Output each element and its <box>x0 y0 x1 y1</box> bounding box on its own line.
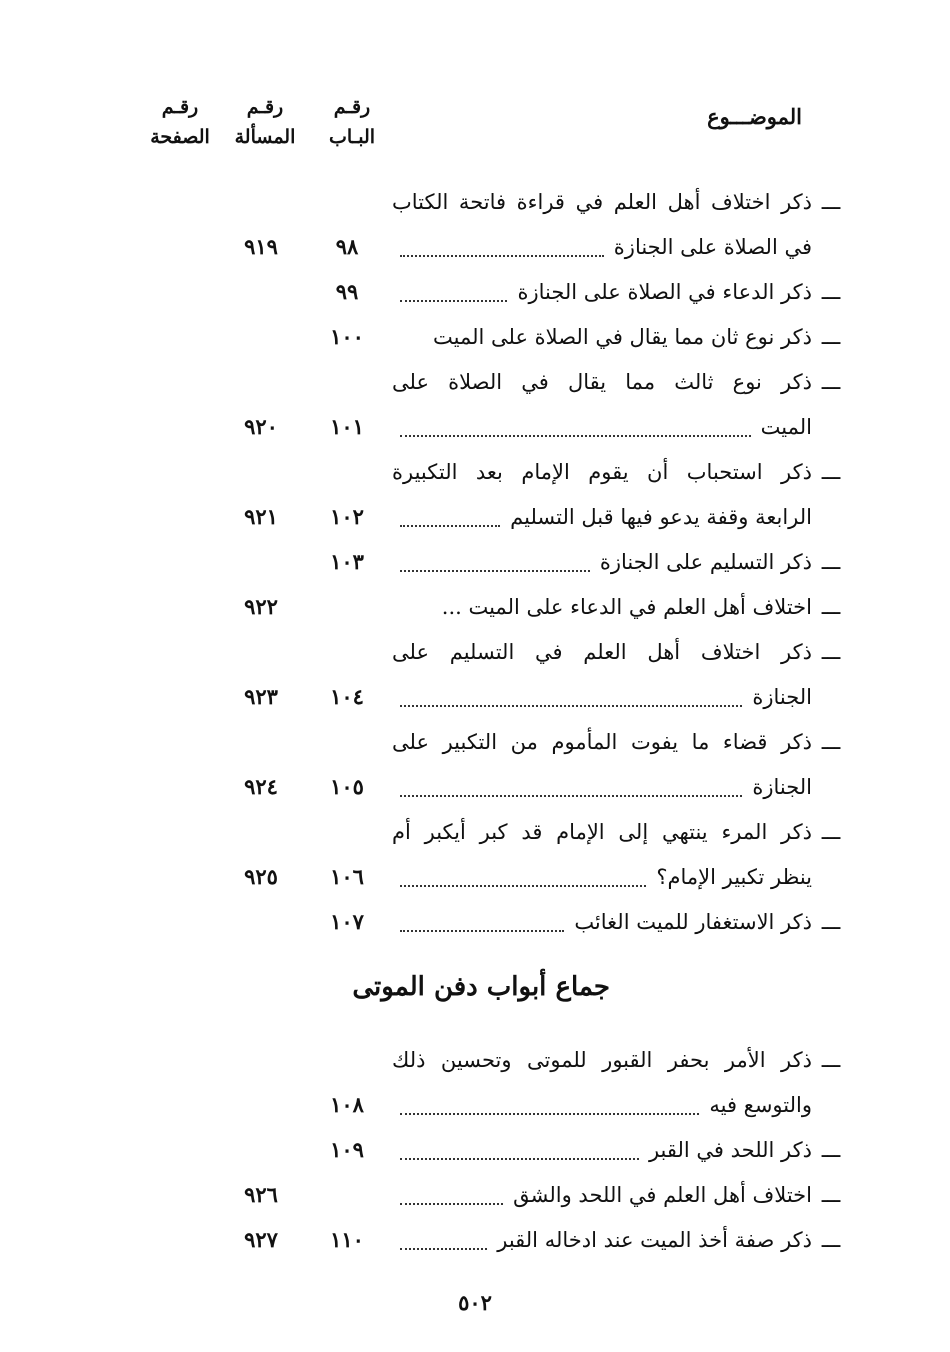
page-ref-number: ٩٢٦ <box>244 1182 278 1207</box>
section-title: جماع أبواب دفن الموتى <box>352 972 610 1002</box>
entry-text: ذكر الأمر بحفر القبور للموتى وتحسين ذلك <box>392 1048 812 1072</box>
bab-number: ١٠٤ <box>330 684 364 709</box>
page-ref-number: ٩٢٤ <box>244 774 278 799</box>
page-ref-number: ٩٢٣ <box>244 684 278 709</box>
dot-leader <box>400 255 604 257</box>
toc-line <box>0 272 950 312</box>
toc-line <box>0 1175 950 1215</box>
page-ref-number: ٩١٩ <box>244 234 278 259</box>
entry-text: ذكر نوع ثان مما يقال في الصلاة على الميت <box>433 325 812 349</box>
column-header-bab <box>312 92 392 152</box>
bab-number: ١٠٠ <box>330 324 364 349</box>
entry-dash: ـــ <box>821 640 841 664</box>
entry-text: والتوسع فيه <box>709 1093 812 1117</box>
entry-dash: ـــ <box>821 1183 841 1207</box>
toc-line <box>0 857 950 897</box>
bab-number: ١٠٥ <box>330 774 364 799</box>
toc-line <box>0 902 950 942</box>
entry-text: في الصلاة على الجنازة <box>613 235 812 259</box>
dot-leader <box>400 570 590 572</box>
bab-number: ١٠٩ <box>330 1137 364 1162</box>
dot-leader <box>400 300 507 302</box>
bab-number: ٩٨ <box>335 234 359 259</box>
entry-dash: ـــ <box>821 595 841 619</box>
toc-line <box>0 362 950 402</box>
toc-line <box>0 407 950 447</box>
entry-text: ذكر نوع ثالث مما يقال في الصلاة على <box>392 370 812 394</box>
entry-text: ذكر المرء ينتهي إلى الإمام قد كبر أيكبر أم <box>392 820 812 844</box>
toc-line <box>0 632 950 672</box>
entry-text: ذكر اختلاف أهل العلم في التسليم على <box>392 640 812 664</box>
entry-dash: ـــ <box>821 370 841 394</box>
dot-leader <box>400 885 646 887</box>
page-ref-number: ٩٢٠ <box>244 414 278 439</box>
bab-number: ١٠٣ <box>330 549 364 574</box>
entry-dash: ـــ <box>821 1228 841 1252</box>
column-header-masala-line1: رقـم <box>246 96 284 118</box>
column-header-bab-line2: البـاب <box>328 126 376 148</box>
entry-dash: ـــ <box>821 1048 841 1072</box>
entry-text: الرابعة وقفة يدعو فيها قبل التسليم <box>510 505 812 529</box>
column-header-masala <box>220 92 310 152</box>
dot-leader <box>400 1203 503 1205</box>
bab-number: ١٠٦ <box>330 864 364 889</box>
entry-text: ذكر التسليم على الجنازة <box>599 550 812 574</box>
toc-line <box>0 1220 950 1260</box>
entry-dash: ـــ <box>821 1138 841 1162</box>
column-header-safha-line1: رقـم <box>161 96 199 118</box>
bab-number: ١٠٢ <box>330 504 364 529</box>
entry-dash: ـــ <box>821 280 841 304</box>
bab-number: ١٠١ <box>330 414 364 439</box>
dot-leader <box>400 1113 699 1115</box>
toc-line <box>0 452 950 492</box>
toc-line <box>0 1130 950 1170</box>
toc-line <box>0 317 950 357</box>
page-ref-number: ٩٢٢ <box>244 594 278 619</box>
entry-text: ذكر اختلاف أهل العلم في قراءة فاتحة الكتاب <box>392 190 812 214</box>
dot-leader <box>400 525 500 527</box>
toc-line <box>0 227 950 267</box>
bab-number: ١٠٨ <box>330 1092 364 1117</box>
page-number: ٥٠٢ <box>458 1290 492 1315</box>
entry-dash: ـــ <box>821 730 841 754</box>
toc-line <box>0 1040 950 1080</box>
dot-leader <box>400 1158 639 1160</box>
entry-text: ذكر الدعاء في الصلاة على الجنازة <box>517 280 812 304</box>
entry-text: اختلاف أهل العلم في اللحد والشق <box>513 1183 812 1207</box>
entry-dash: ـــ <box>821 325 841 349</box>
entry-dash: ـــ <box>821 550 841 574</box>
entry-text: ذكر اللحد في القبر <box>648 1138 812 1162</box>
entry-text: ذكر استحباب أن يقوم الإمام بعد التكبيرة <box>392 460 812 484</box>
toc-line <box>0 812 950 852</box>
entry-text: الميت <box>760 415 812 439</box>
column-header-masala-line2: المسألة <box>234 126 296 148</box>
toc-line <box>0 587 950 627</box>
entry-text: الجنازة <box>752 685 812 709</box>
entry-dash: ـــ <box>821 820 841 844</box>
column-header-safha-line2: الصفحة <box>150 126 210 148</box>
entry-text: ذكر صفة أخذ الميت عند ادخاله القبر <box>497 1228 812 1252</box>
toc-line <box>0 497 950 537</box>
column-header-topic: الموضـــوع <box>707 104 802 129</box>
entry-dash: ـــ <box>821 460 841 484</box>
dot-leader <box>400 795 742 797</box>
page-ref-number: ٩٢١ <box>244 504 278 529</box>
dot-leader <box>400 930 564 932</box>
toc-line <box>0 677 950 717</box>
entry-text: ذكر الاستغفار للميت الغائب <box>574 910 812 934</box>
toc-line <box>0 722 950 762</box>
column-header-safha <box>135 92 225 152</box>
page-ref-number: ٩٢٧ <box>244 1227 278 1252</box>
toc-line <box>0 182 950 222</box>
bab-number: ١١٠ <box>330 1227 364 1252</box>
entry-text: اختلاف أهل العلم في الدعاء على الميت ... <box>441 595 812 619</box>
bab-number: ١٠٧ <box>330 909 364 934</box>
dot-leader <box>400 1248 487 1250</box>
dot-leader <box>400 435 751 437</box>
entry-dash: ـــ <box>821 190 841 214</box>
toc-line <box>0 767 950 807</box>
dot-leader <box>400 705 742 707</box>
entry-dash: ـــ <box>821 910 841 934</box>
entry-text: ينظر تكبير الإمام؟ <box>656 865 812 889</box>
entry-text: الجنازة <box>752 775 812 799</box>
column-header-bab-line1: رقـم <box>333 96 371 118</box>
toc-line <box>0 542 950 582</box>
toc-line <box>0 1085 950 1125</box>
page-ref-number: ٩٢٥ <box>244 864 278 889</box>
bab-number: ٩٩ <box>335 279 359 304</box>
entry-text: ذكر قضاء ما يفوت المأموم من التكبير على <box>392 730 812 754</box>
